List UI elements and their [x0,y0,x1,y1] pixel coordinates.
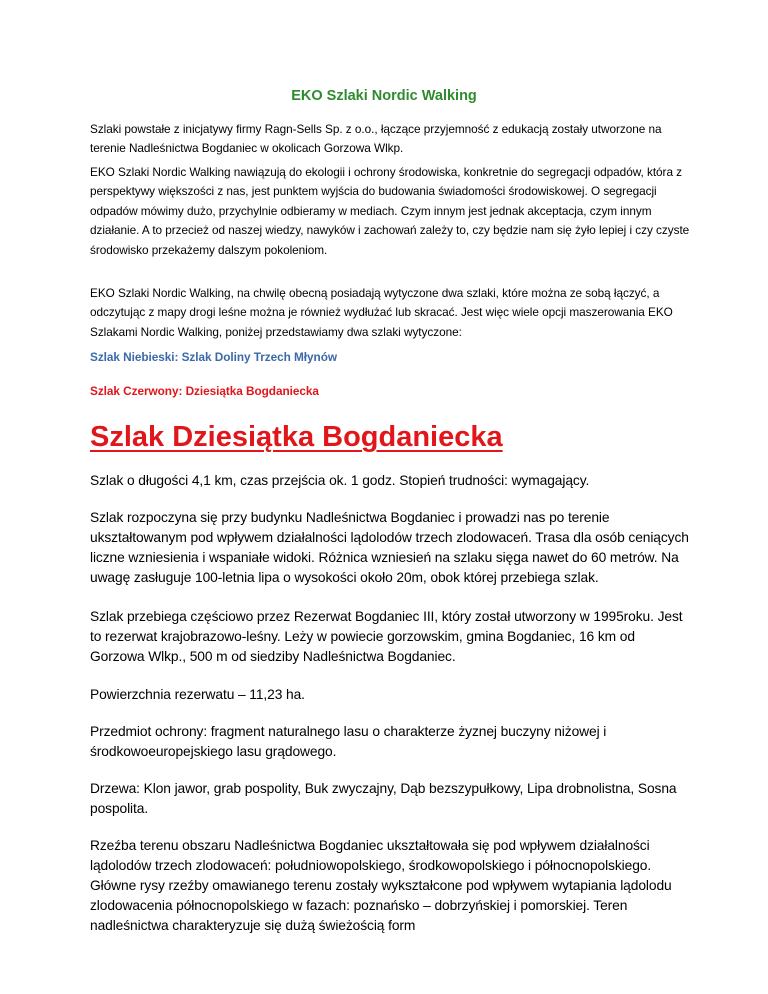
terrain-paragraph: Rzeźba terenu obszaru Nadleśnictwa Bogdaniec ukształtowała się pod wpływem działalności lądolodów trzech zlodowaceń: południowopolskiego, środkowopolskiego i północnopolskiego. Główne rysy rzeźby omawianego terenu zostały wykształcone pod wpływem wytapiania lądolodu zlodowacenia północnopolskiego w fazach: poznańsko – dobrzyńskiej i pomorskiej. Teren nadleśnictwa charakteryzuje się dużą świeżością form [90,838,672,933]
trail-summary-paragraph: Szlak o długości 4,1 km, czas przejścia ok. 1 godz. Stopień trudności: wymagający. [90,473,590,488]
protection-subject-paragraph: Przedmiot ochrony: fragment naturalnego lasu o charakterze żyznej buczyny niżowej i środkowoeuropejskiego lasu grądowego. [90,724,607,759]
trail-link-blue[interactable]: Szlak Niebieski: Szlak Doliny Trzech Młynów [90,350,337,364]
trail-link-red[interactable]: Szlak Czerwony: Dziesiątka Bogdaniecka [90,384,319,398]
trees-paragraph: Drzewa: Klon jawor, grab pospolity, Buk zwyczajny, Dąb bezszypułkowy, Lipa drobnolistna, Sosna pospolita. [90,781,677,816]
intro-paragraph-2: EKO Szlaki Nordic Walking nawiązują do ekologii i ochrony środowiska, konkretnie do segregacji odpadów, która z perspektywy większości z nas, jest punktem wyjścia do budowania świadomości środowiskowej. O segregacji odpadów mówimy dużo, przychylnie odbieramy w mediach. Czym innym jest jednak akceptacja, czym innym działanie. A to przecież od naszej wiedzy, nawyków i zachowań zależy to, czy będzie nam się żyło lepiej i czy czyste środowisko przekażemy dalszym pokoleniom. [90,165,690,257]
section-heading: Szlak Dziesiątka Bogdaniecka [90,421,503,453]
intro-paragraph-3: EKO Szlaki Nordic Walking, na chwilę obecną posiadają wytyczone dwa szlaki, które można ze sobą łączyć, a odczytując z mapy drogi leśne można je również wydłużać lub skracać. Jest więc wiele opcji maszerowania EKO Szlakami Nordic Walking, poniżej przedstawiamy dwa szlaki wytyczone: [90,286,673,339]
reserve-area-paragraph: Powierzchnia rezerwatu – 11,23 ha. [90,687,305,702]
reserve-paragraph: Szlak przebiega częściowo przez Rezerwat Bogdaniec III, który został utworzony w 1995roku. Jest to rezerwat krajobrazowo-leśny. Leży w powiecie gorzowskim, gmina Bogdaniec, 16 km od Gorzowa Wlkp., 500 m od siedziby Nadleśnictwa Bogdaniec. [90,609,683,664]
trail-description-paragraph: Szlak rozpoczyna się przy budynku Nadleśnictwa Bogdaniec i prowadzi nas po terenie ukształtowanym pod wpływem działalności lądolodów trzech zlodowaceń. Trasa dla osób ceniących liczne wzniesienia i wspaniałe widoki. Różnica wzniesień na szlaku sięga nawet do 60 metrów. Na uwagę zasługuje 100-letnia lipa o wysokości około 20m, obok której przebiega szlak. [90,510,689,585]
intro-paragraph-1: Szlaki powstałe z inicjatywy firmy Ragn-Sells Sp. z o.o., łączące przyjemność z edukacją zostały utworzone na terenie Nadleśnictwa Bogdaniec w okolicach Gorzowa Wlkp. [90,122,662,156]
document-title: EKO Szlaki Nordic Walking [291,88,477,104]
